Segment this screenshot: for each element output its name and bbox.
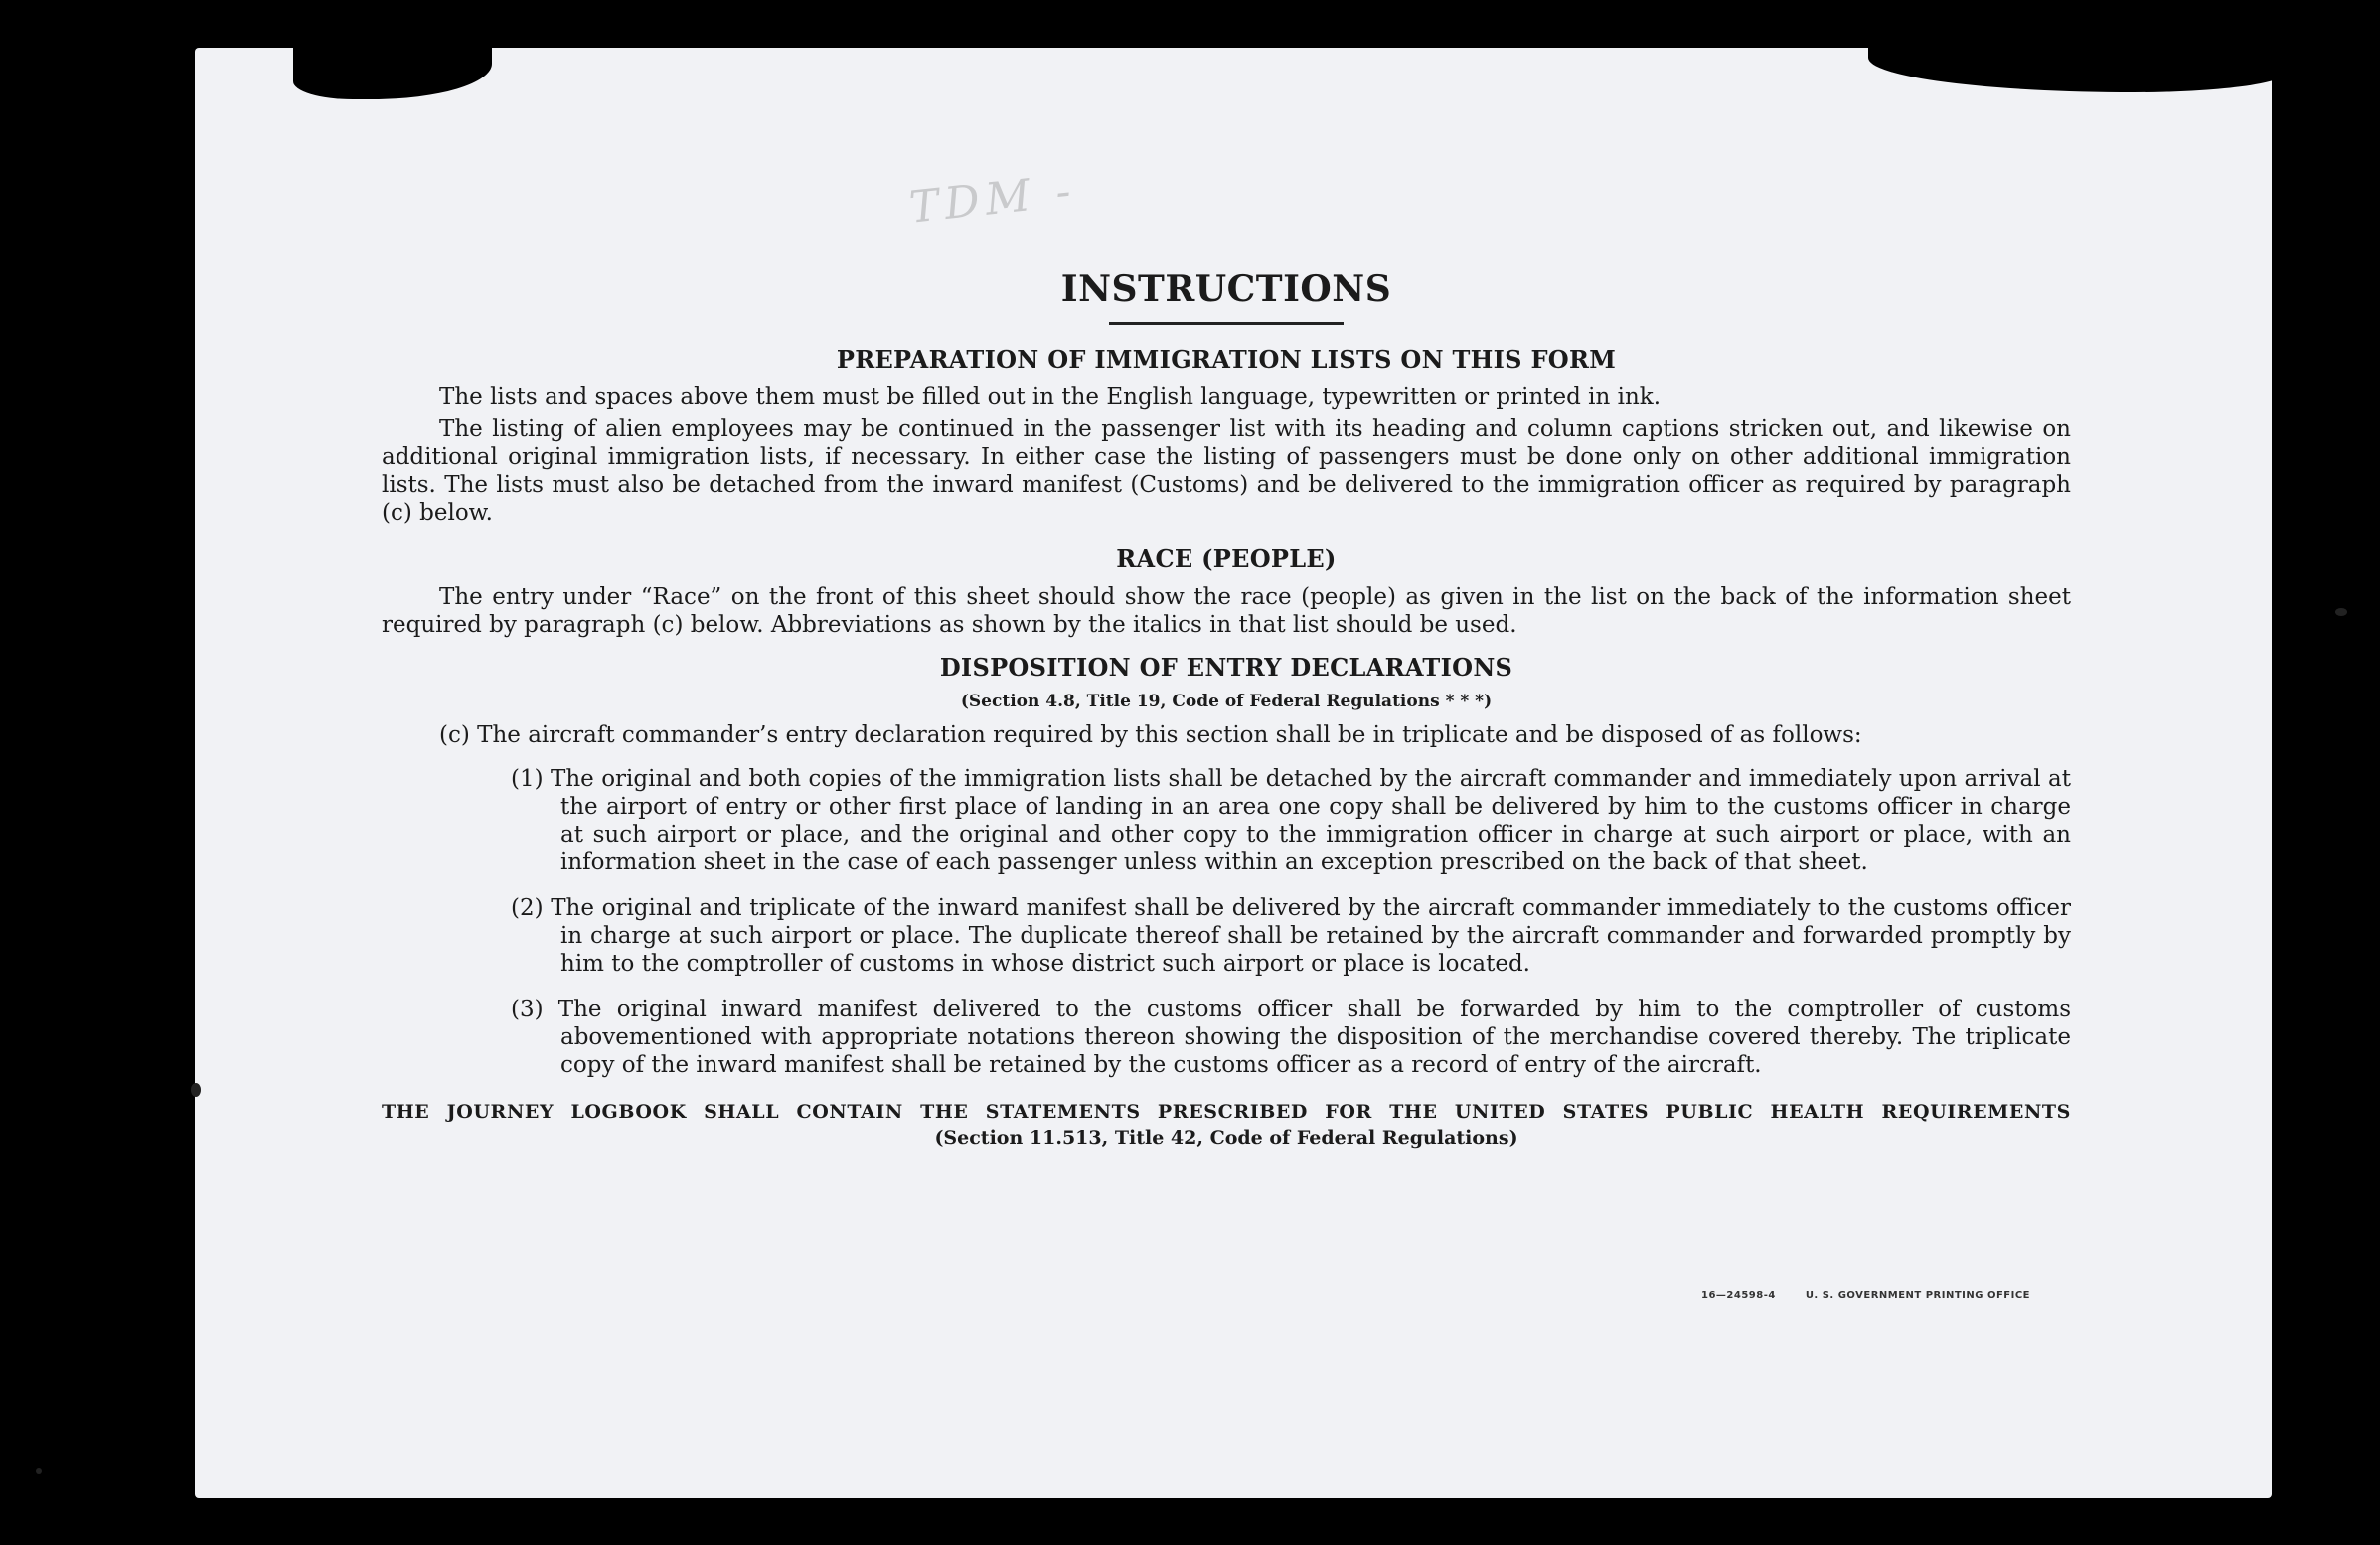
disposition-item-2: (2) The original and triplicate of the inward manifest shall be delivered by the aircraft commander immediately to the customs officer in charge at such airport or place. The duplicate thereof shall be retained by the aircraft commander and forwarded promptly by him to the comptroller of customs in whose district such airport or place is located. xyxy=(511,895,2071,977)
title-underline xyxy=(1109,322,1344,325)
race-paragraph: The entry under “Race” on the front of this sheet should show the race (people) as given in the list on the back of the information sheet required by paragraph (c) below. Abbreviations as shown by the italics in that list should be used. xyxy=(382,584,2071,638)
printer-name: U. S. GOVERNMENT PRINTING OFFICE xyxy=(1805,1290,2031,1301)
race-heading: RACE (PEOPLE) xyxy=(1116,544,1337,573)
disposition-subheading: (Section 4.8, Title 19, Code of Federal Regulations * * *) xyxy=(960,692,1493,711)
disposition-item-1: (1) The original and both copies of the immigration lists shall be detached by the aircraft commander and immediately upon arrival at the airport of entry or other first place of landing in an area one copy shall be delivered by him to the customs officer in charge at such airport or place, and the original and other copy to the immigration officer in charge at such airport or place, with an information sheet in the case of each passenger unless within an exception prescribed on the back of that sheet. xyxy=(511,766,2071,875)
pencil-annotation: TDM - xyxy=(906,165,1079,233)
preparation-paragraph-1: The lists and spaces above them must be filled out in the English language, typewritten or printed in ink. xyxy=(439,385,1662,410)
scan-speck xyxy=(36,1468,42,1474)
footer-citation: (Section 11.513, Title 42, Code of Federal Regulations) xyxy=(934,1127,1518,1149)
page-title: INSTRUCTIONS xyxy=(1060,268,1392,310)
form-number: 16—24598-4 xyxy=(1701,1290,1776,1301)
preparation-paragraph-2: The listing of alien employees may be continued in the passenger list with its heading and column captions stricken out, and likewise on additional original immigration lists, if necessary. In either case the listing of passengers must be done only on other additional immigration lists. The lists must also be detached from the inward manifest (Customs) and be delivered to the immigration officer as required by paragraph (c) below. xyxy=(382,416,2071,526)
disposition-item-3: (3) The original inward manifest delivered to the customs officer shall be forwarded by him to the comptroller of customs abovementioned with appropriate notations thereon showing the disposition of the merchandise covered thereby. The triplicate copy of the inward manifest shall be retained by the customs officer as a record of entry of the aircraft. xyxy=(511,997,2071,1078)
scan-speck xyxy=(191,1083,201,1097)
preparation-heading: PREPARATION OF IMMIGRATION LISTS ON THIS FORM xyxy=(836,345,1617,374)
scan-speck xyxy=(2335,608,2347,616)
footer-statement: THE JOURNEY LOGBOOK SHALL CONTAIN THE STATEMENTS PRESCRIBED FOR THE UNITED STATES PUBLIC HEALTH REQUIREMENTS xyxy=(382,1101,2071,1123)
disposition-clause-c: (c) The aircraft commander’s entry declaration required by this section shall be in triplicate and be disposed of as follows: xyxy=(439,722,1862,748)
instructions-content xyxy=(382,268,2071,1149)
printer-imprint xyxy=(1701,1290,2056,1301)
disposition-heading: DISPOSITION OF ENTRY DECLARATIONS xyxy=(939,653,1513,682)
